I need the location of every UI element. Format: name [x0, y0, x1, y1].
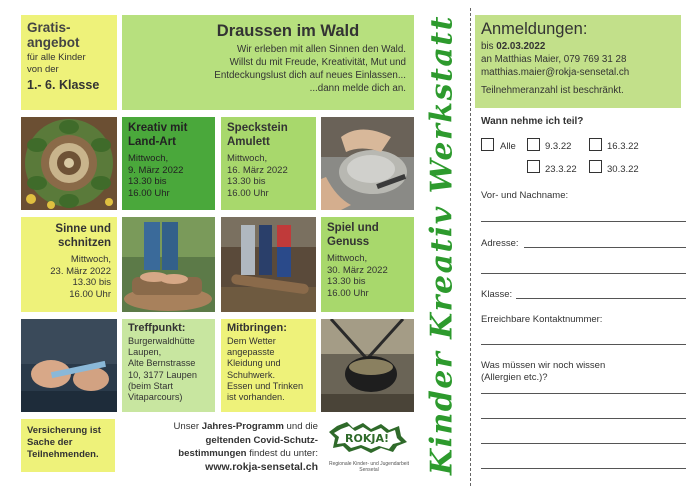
- versicherung-text: Versicherung ist Sache der Teilnehmenden.: [27, 425, 101, 460]
- footer-l1b: Jahres-Programm: [201, 421, 284, 432]
- checkbox-16-3[interactable]: [589, 138, 602, 151]
- rokja-logo-mark: [323, 420, 415, 454]
- gratis-classes: 1.- 6. Klasse: [27, 78, 100, 92]
- checkbox-16-3-label: 16.3.22: [607, 141, 639, 152]
- logo-name: ROKJA!: [345, 432, 389, 445]
- treffpunkt-box: [122, 319, 215, 412]
- intro-line1: Wir erleben mit allen Sinnen den Wald.: [237, 44, 406, 55]
- footer-l3b: findest du unter:: [246, 448, 318, 459]
- event-speckstein-title: Speckstein Amulett: [227, 122, 288, 148]
- footer-l1a: Unser: [173, 421, 202, 432]
- event-land-art-date: Mittwoch, 9. März 2022 13.30 bis 16.00 Uhr: [128, 153, 184, 199]
- wish-label: Was müssen wir noch wissen (Allergien etc.)?: [481, 360, 606, 383]
- checkbox-30-3-label: 30.3.22: [607, 164, 639, 175]
- footer-line3: [122, 447, 318, 461]
- vertical-title-text: Kinder Kreativ Werkstatt: [424, 15, 460, 475]
- signup-title: Anmeldungen:: [481, 20, 588, 38]
- fire-pot-image: [321, 319, 414, 412]
- address-label: Adresse:: [481, 238, 519, 249]
- contact-label: Erreichbare Kontaktnummer:: [481, 314, 603, 325]
- event-spiel-title: Spiel und Genuss: [327, 222, 379, 248]
- checkbox-alle-label: Alle: [500, 141, 516, 152]
- checkbox-30-3[interactable]: [589, 160, 602, 173]
- logo-tagline: Regionale Kinder- und Jugendarbeit Sensetal: [328, 461, 410, 473]
- website-link[interactable]: www.rokja-sensetal.ch: [205, 460, 318, 473]
- class-label: Klasse:: [481, 289, 513, 300]
- event-sinne-title: Sinne und schnitzen: [55, 223, 111, 249]
- event-spiel: [321, 217, 414, 312]
- treffpunkt-title: Treffpunkt:: [128, 322, 186, 334]
- event-sinne: [21, 217, 117, 312]
- event-spiel-date: Mittwoch, 30. März 2022 13.30 bis 16.00 Uhr: [327, 253, 388, 299]
- event-speckstein: [221, 117, 316, 210]
- kids-balance-image: [221, 217, 316, 312]
- gratis-title: Gratis- angebot: [27, 20, 80, 50]
- signup-contact: an Matthias Maier, 079 769 31 28: [481, 54, 627, 65]
- speckstein-image: [321, 117, 414, 210]
- footer-line1: [122, 420, 318, 434]
- signup-deadline-line: [481, 40, 675, 53]
- intro-line3: Entdeckungslust dich auf neues Einlassen...: [214, 70, 406, 81]
- gratis-line1: für alle Kinder: [27, 52, 86, 63]
- program-footer: [122, 420, 318, 474]
- gratis-box: [21, 15, 117, 110]
- wish-field-1[interactable]: [481, 393, 686, 394]
- checkbox-23-3[interactable]: [527, 160, 540, 173]
- address-field-2[interactable]: [481, 273, 686, 274]
- when-question: Wann nehme ich teil?: [481, 116, 584, 127]
- checkbox-9-3-label: 9.3.22: [545, 141, 572, 152]
- intro-title: Draussen im Wald: [216, 22, 360, 40]
- event-speckstein-date: Mittwoch, 16. März 2022 13.30 bis 16.00 Uhr: [227, 153, 288, 199]
- mitbringen-text: Dem Wetter angepasste Kleidung und Schuhwerk. Essen und Trinken ist vorhanden.: [227, 336, 304, 403]
- event-land-art: [122, 117, 215, 210]
- checkbox-alle[interactable]: [481, 138, 494, 151]
- land-art-image: [21, 117, 117, 210]
- event-sinne-date: Mittwoch, 23. März 2022 13.30 bis 16.00 Uhr: [50, 254, 111, 300]
- fire-pot-photo: [321, 319, 414, 412]
- name-field[interactable]: [481, 221, 686, 222]
- contact-field[interactable]: [481, 344, 686, 345]
- wish-field-3[interactable]: [481, 443, 686, 444]
- mitbringen-box: [221, 319, 316, 412]
- cut-line: [470, 8, 471, 486]
- intro-line4: ...dann melde dich an.: [309, 83, 406, 94]
- intro-box: [122, 15, 414, 110]
- checkbox-9-3[interactable]: [527, 138, 540, 151]
- signup-box: [475, 15, 681, 108]
- deadline-prefix: bis: [481, 41, 497, 52]
- name-label: Vor- und Nachname:: [481, 190, 569, 201]
- class-field[interactable]: [516, 298, 686, 299]
- mitbringen-title: Mitbringen:: [227, 322, 287, 334]
- rokja-logo: [323, 420, 415, 472]
- footer-l3a: bestimmungen: [178, 448, 247, 459]
- land-art-photo: [21, 117, 117, 210]
- intro-line2: Willst du mit Freude, Kreativität, Mut und: [229, 57, 406, 68]
- kids-balance-photo: [221, 217, 316, 312]
- carving-photo: [21, 319, 117, 412]
- gratis-line2: von der: [27, 63, 59, 75]
- wish-field-2[interactable]: [481, 418, 686, 419]
- versicherung-box: [21, 419, 115, 472]
- deadline-date: 02.03.2022: [496, 41, 546, 52]
- event-land-art-title: Kreativ mit Land-Art: [128, 122, 188, 148]
- address-field-1[interactable]: [524, 247, 686, 248]
- speckstein-photo: [321, 117, 414, 210]
- checkbox-23-3-label: 23.3.22: [545, 164, 577, 175]
- signup-limit: Teilnehmeranzahl ist beschränkt.: [481, 85, 624, 96]
- wish-field-4[interactable]: [481, 468, 686, 469]
- vertical-title: [420, 15, 464, 475]
- barefoot-image: [122, 217, 215, 312]
- barefoot-photo: [122, 217, 215, 312]
- footer-line2: geltenden Covid-Schutz-: [205, 434, 318, 446]
- signup-email[interactable]: matthias.maier@rokja-sensetal.ch: [481, 67, 630, 78]
- carving-image: [21, 319, 117, 412]
- treffpunkt-text: Burgerwaldhütte Laupen, Alte Bernstrasse 10, 3177 Laupen (beim Start Vitaparcours): [128, 336, 197, 403]
- footer-l1c: und die: [283, 421, 318, 432]
